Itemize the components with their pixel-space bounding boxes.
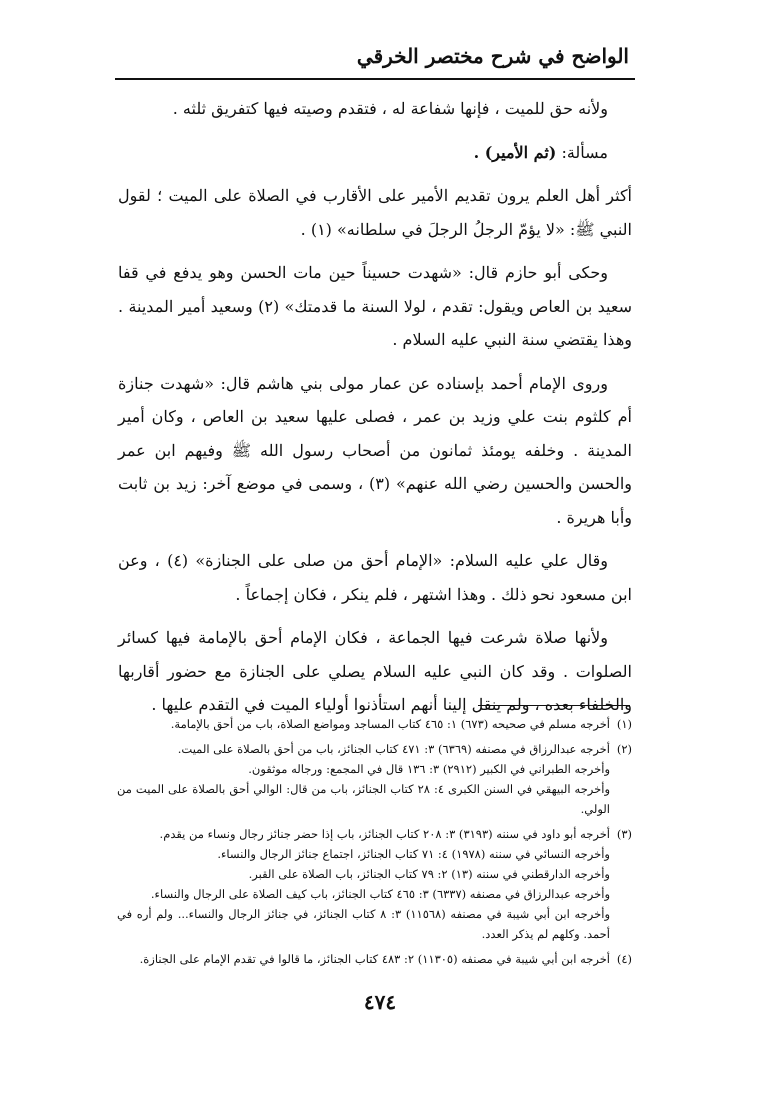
footnote-number: (٣): [616, 827, 632, 841]
footnote-line: وأخرجه الدارقطني في سننه (١٣) ٢: ٧٩ كتاب الجنائز، باب الصلاة على القبر.: [248, 867, 610, 881]
footnote-number: (٢): [616, 742, 632, 756]
paragraph-2: أكثر أهل العلم يرون تقديم الأمير على الأقارب في الصلاة على الميت ؛ لقول النبي ﷺ: «لا يؤمّ الرجلُ الرجلَ في سلطانه» (١) .: [118, 186, 632, 239]
footnote-line: أخرجه ابن أبي شيبة في مصنفه (١١٣٠٥) ٢: ٤٨٣ كتاب الجنائز، ما قالوا في تقدم الإمام على الجنازة.: [139, 952, 610, 966]
footnote-line: وأخرجه البيهقي في السنن الكبرى ٤: ٢٨ كتاب الجنائز، باب من قال: الوالي أحق بالصلاة على الميت من الولي.: [117, 782, 611, 816]
footnote-number: (٤): [616, 952, 632, 966]
paragraph-1: ولأنه حق للميت ، فإنها شفاعة له ، فتقدم وصيته فيها كتفريق ثلثه .: [172, 99, 608, 118]
footnote-3: [117, 824, 632, 944]
issue-label: مسألة:: [561, 142, 608, 162]
paragraph-3: وحكى أبو حازم قال: «شهدت حسيناً حين مات الحسن وهو يدفع في قفا سعيد بن العاص ويقول: تقدم ، لولا السنة ما قدمتك» (٢) وسعيد أمير المدينة . وهذا يقتضي سنة النبي عليه السلام .: [118, 263, 633, 349]
book-title: الواضح في شرح مختصر الخرقي: [356, 44, 629, 68]
main-text: [118, 92, 632, 732]
footnote-line: وأخرجه النسائي في سننه (١٩٧٨) ٤: ٧١ كتاب الجنائز، اجتماع جنائز الرجال والنساء.: [217, 847, 610, 861]
paragraph-6: ولأنها صلاة شرعت فيها الجماعة ، فكان الإمام أحق بالإمامة فيها كسائر الصلوات . وقد كان النبي عليه السلام يصلي على الجنازة مع حضور أقاربها والخلفاء بعده ، ولم ينقل إلينا أنهم استأذنوا أولياء الميت في التقدم عليها .: [118, 628, 632, 714]
paragraph-4: وروى الإمام أحمد بإسناده عن عمار مولى بني هاشم قال: «شهدت جنازة أم كلثوم بنت علي وزيد بن عمر ، فصلى عليها سعيد بن العاص ، وكان أمير المدينة . وخلفه يومئذ ثمانون من أصحاب رسول الله ﷺ وفيهم ابن عمر والحسن والحسين رضي الله عنهم» (٣) ، وسمى في موضع آخر: زيد بن ثابت وأبا هريرة .: [118, 373, 632, 527]
footnote-4: [117, 949, 632, 969]
issue-heading: [118, 136, 632, 170]
paragraph-5: وقال علي عليه السلام: «الإمام أحق من صلى على الجنازة» (٤) ، وعن ابن مسعود نحو ذلك . وهذا اشتهر ، فلم ينكر ، فكان إجماعاً .: [118, 551, 632, 604]
footnote-line: وأخرجه الطبراني في الكبير (٢٩١٢) ٣: ١٣٦ قال في المجمع: ورجاله موثقون.: [248, 762, 610, 776]
footnote-number: (١): [616, 717, 632, 731]
footnote-2: [117, 739, 632, 819]
footnotes: [117, 714, 632, 974]
issue-text: (ثم الأمير) .: [473, 142, 557, 162]
footnote-line: أخرجه عبدالرزاق في مصنفه (٦٣٦٩) ٣: ٤٧١ كتاب الجنائز، باب من أحق بالصلاة على الميت.: [177, 742, 610, 756]
footnote-line: وأخرجه عبدالرزاق في مصنفه (٦٣٣٧) ٣: ٤٦٥ كتاب الجنائز، باب كيف الصلاة على الرجال والنساء.: [150, 887, 610, 901]
footnote-line: وأخرجه ابن أبي شيبة في مصنفه (١١٥٦٨) ٣: ٨ كتاب الجنائز، في جنائز الرجال والنساء... ولم أره في أحمد. وكلهم لم يذكر العدد.: [117, 907, 610, 941]
footnote-line: أخرجه مسلم في صحيحه (٦٧٣) ١: ٤٦٥ كتاب المساجد ومواضع الصلاة، باب من أحق بالإمامة.: [170, 717, 610, 731]
footnote-separator: [478, 705, 630, 706]
running-header: [115, 40, 635, 80]
footnote-1: [117, 714, 632, 734]
page-number: ٤٧٤: [363, 990, 397, 1014]
footnote-line: أخرجه أبو داود في سننه (٣١٩٣) ٣: ٢٠٨ كتاب الجنائز، باب إذا حضر جنائز رجال ونساء من يقدم.: [159, 827, 610, 841]
